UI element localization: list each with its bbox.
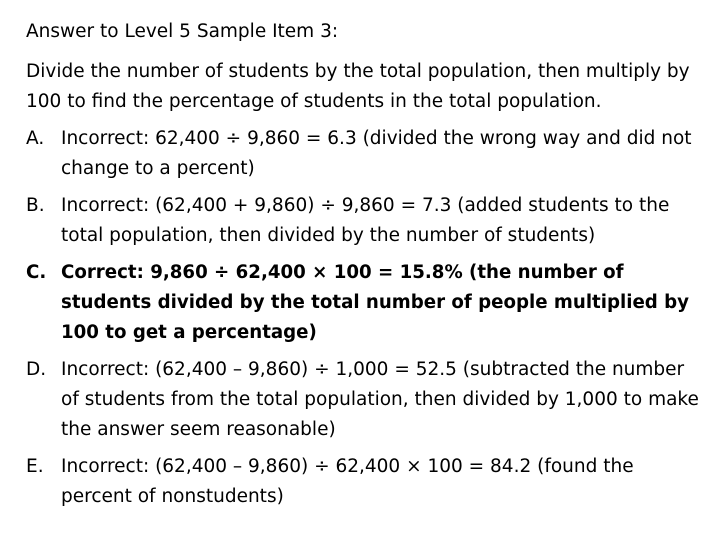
document-title: Answer to Level 5 Sample Item 3: — [26, 21, 339, 42]
option-letter: C. — [26, 262, 47, 283]
answer-document — [26, 17, 706, 519]
option-d — [26, 355, 706, 445]
option-a — [26, 124, 706, 184]
option-c-correct — [26, 258, 706, 348]
option-letter: B. — [26, 195, 45, 216]
option-explanation: Incorrect: (62,400 – 9,860) ÷ 62,400 × 100 = 84.2 (found the percent of nonstudents) — [61, 456, 634, 507]
answer-options-list — [26, 124, 706, 512]
solution-intro: Divide the number of students by the total population, then multiply by 100 to find the percentage of students in the total population. — [26, 61, 690, 112]
option-explanation: Incorrect: 62,400 ÷ 9,860 = 6.3 (divided the wrong way and did not change to a percent) — [61, 128, 692, 179]
option-letter: A. — [26, 128, 45, 149]
option-explanation: Correct: 9,860 ÷ 62,400 × 100 = 15.8% (the number of students divided by the total number of people multiplied by 100 to get a percentage) — [61, 262, 690, 343]
option-b — [26, 191, 706, 251]
option-letter: D. — [26, 359, 47, 380]
option-letter: E. — [26, 456, 44, 477]
option-e — [26, 452, 706, 512]
option-explanation: Incorrect: (62,400 + 9,860) ÷ 9,860 = 7.3 (added students to the total population, then divided by the number of students) — [61, 195, 670, 246]
option-explanation: Incorrect: (62,400 – 9,860) ÷ 1,000 = 52.5 (subtracted the number of students from the total population, then divided by 1,000 to make the answer seem reasonable) — [61, 359, 699, 440]
